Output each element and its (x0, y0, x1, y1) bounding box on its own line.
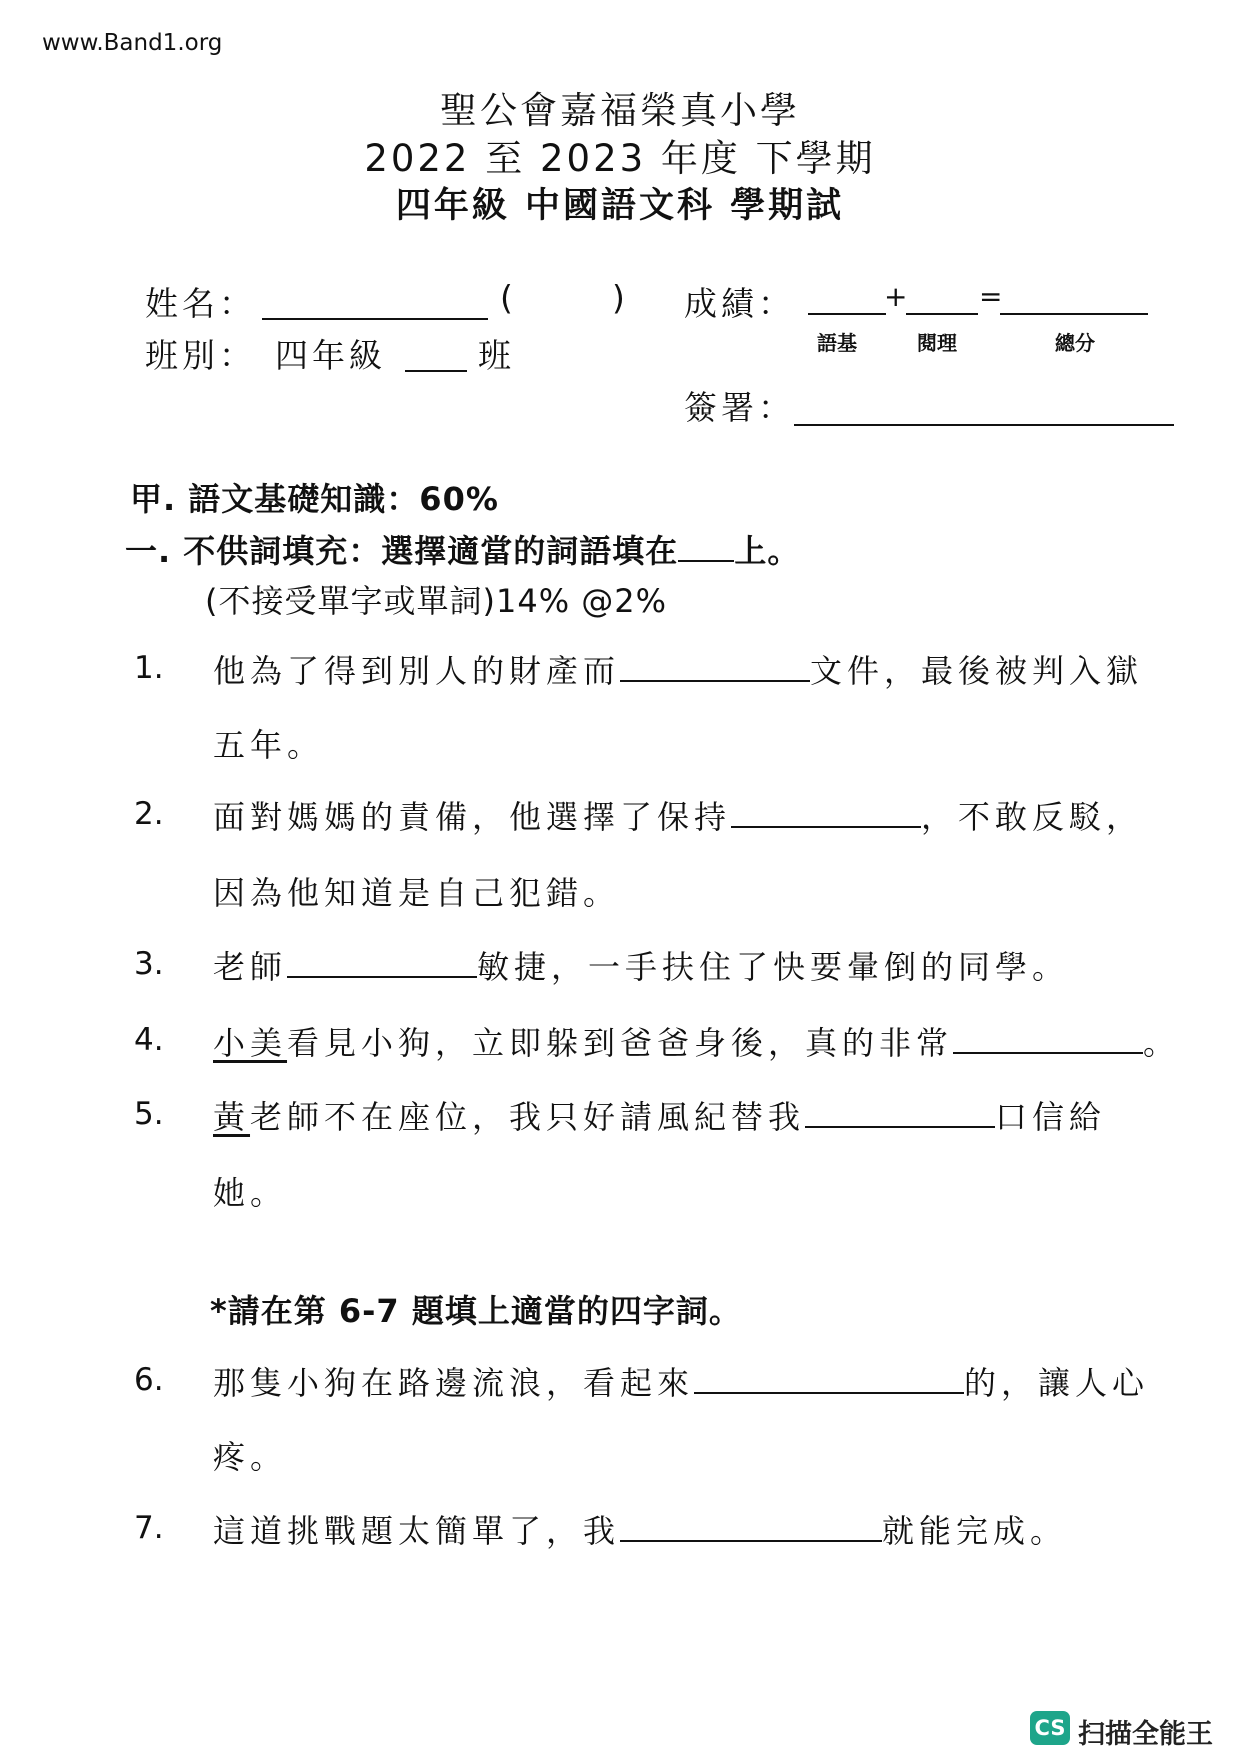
answer-blank-3[interactable] (287, 950, 477, 978)
paren-open: ( (500, 278, 517, 317)
question-1 (213, 646, 1143, 692)
question-text: 文件，最後被判入獄 (810, 652, 1144, 690)
part-one-end: 上。 (734, 532, 801, 570)
answer-blank-4[interactable] (953, 1026, 1143, 1054)
class-field[interactable] (405, 370, 467, 372)
class-label: 班別： (145, 336, 256, 375)
question-number: 2. (134, 796, 164, 832)
signature-label: 簽署： (684, 388, 795, 427)
question-text: 面對媽媽的責備，他選擇了保持 (213, 798, 732, 836)
section-title: 甲. 語文基礎知識：60% (130, 480, 499, 518)
question-text: 。 (1143, 1024, 1181, 1062)
answer-blank-1[interactable] (620, 654, 810, 682)
part-one-title (125, 526, 800, 572)
score-part-basic: 語基 (817, 331, 857, 355)
question-text: 看見小狗，立即躲到爸爸身後，真的非常 (287, 1024, 954, 1062)
question-1-line2: 五年。 (213, 726, 325, 764)
proper-name: 小美 (213, 1024, 288, 1062)
question-text: 老師 (213, 948, 288, 986)
score-part-reading: 閱理 (917, 331, 957, 355)
question-text: ，不敢反駁， (921, 798, 1144, 836)
score-label: 成績： (684, 284, 795, 323)
question-text: 老師不在座位，我只好請風紀替我 (250, 1098, 806, 1136)
question-text: 就能完成。 (882, 1512, 1068, 1550)
question-2-line2: 因為他知道是自己犯錯。 (213, 874, 621, 912)
answer-blank-2[interactable] (731, 800, 921, 828)
answer-blank-5[interactable] (805, 1100, 995, 1128)
score-total-field[interactable] (1000, 313, 1148, 315)
question-5-line2: 她。 (213, 1174, 288, 1212)
question-text: 的，讓人心 (964, 1364, 1150, 1402)
score-basic-field[interactable] (808, 313, 886, 315)
question-2 (213, 792, 1143, 838)
four-character-instruction: *請在第 6-7 題填上適當的四字詞。 (210, 1292, 742, 1330)
proper-name: 黃 (213, 1098, 251, 1136)
question-number: 1. (134, 650, 164, 686)
example-blank (678, 534, 734, 562)
school-year: 2022 至 2023 年度 下學期 (364, 137, 876, 180)
question-text: 那隻小狗在路邊流浪，看起來 (213, 1364, 695, 1402)
answer-blank-6[interactable] (694, 1366, 964, 1394)
question-text: 敏捷，一手扶住了快要暈倒的同學。 (477, 948, 1070, 986)
name-label: 姓名： (145, 284, 256, 323)
plus-sign: + (884, 280, 908, 313)
camscanner-logo-icon: CS (1030, 1711, 1070, 1745)
camscanner-label: 扫描全能王 (1078, 1719, 1213, 1750)
question-7 (213, 1506, 1067, 1552)
question-text: 這道挑戰題太簡單了，我 (213, 1512, 621, 1550)
exam-title: 四年級 中國語文科 學期試 (395, 186, 845, 226)
class-grade: 四年級 (275, 336, 386, 375)
site-watermark: www.Band1.org (42, 30, 223, 56)
question-3 (213, 942, 1069, 988)
score-part-total: 總分 (1055, 331, 1095, 355)
paren-close: ) (612, 278, 629, 317)
question-number: 3. (134, 946, 164, 982)
part-one-text: 一. 不供詞填充：選擇適當的詞語填在 (125, 532, 679, 570)
question-number: 6. (134, 1362, 164, 1398)
question-6-line2: 疼。 (213, 1438, 288, 1476)
score-reading-field[interactable] (906, 313, 978, 315)
name-field[interactable] (262, 318, 488, 320)
question-number: 7. (134, 1510, 164, 1546)
answer-blank-7[interactable] (620, 1514, 882, 1542)
question-number: 5. (134, 1096, 164, 1132)
question-text: 他為了得到別人的財產而 (213, 652, 621, 690)
part-one-note: (不接受單字或單詞)14% @2% (205, 582, 668, 620)
signature-field[interactable] (794, 424, 1174, 426)
question-4 (213, 1018, 1180, 1064)
school-name: 聖公會嘉福榮真小學 (440, 89, 800, 132)
question-number: 4. (134, 1022, 164, 1058)
equals-sign: = (979, 280, 1003, 313)
question-5 (213, 1092, 1106, 1138)
question-text: 口信給 (995, 1098, 1107, 1136)
class-suffix: 班 (478, 336, 515, 375)
question-6 (213, 1358, 1149, 1404)
